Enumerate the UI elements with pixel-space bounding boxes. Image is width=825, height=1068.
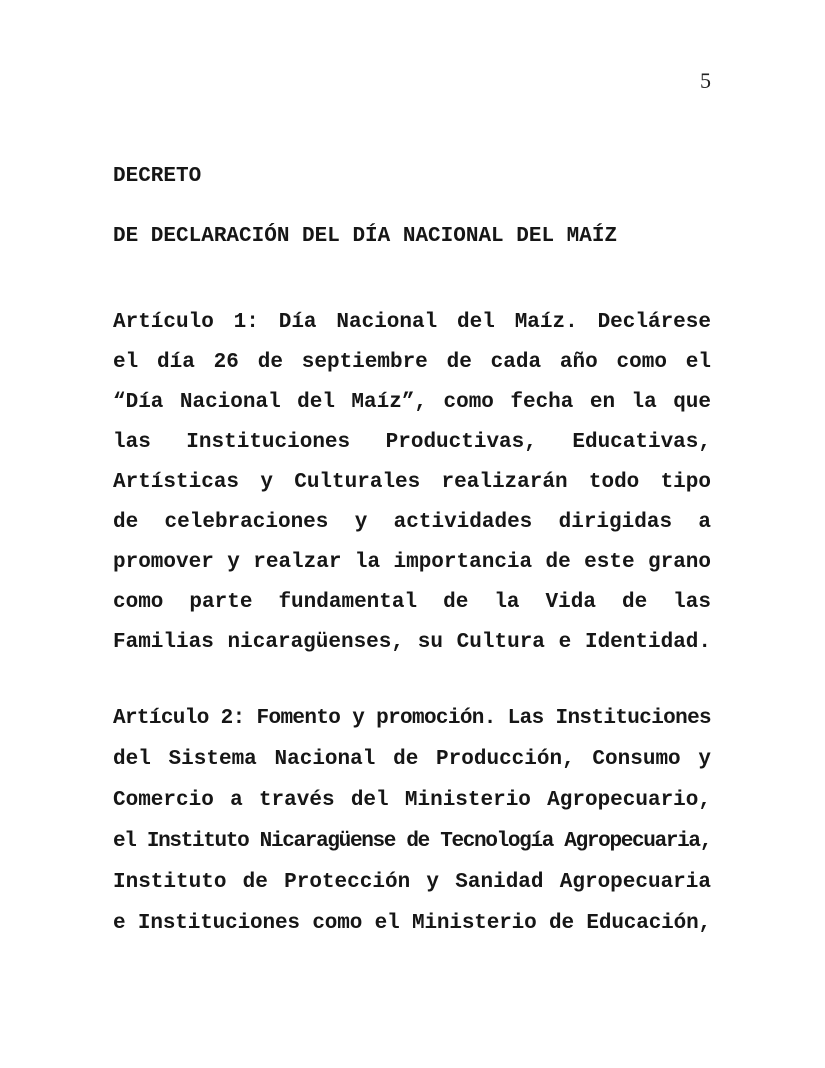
text-line: Artículo 1: Día Nacional del Maíz. Declárese [113, 311, 711, 334]
text-line: el día 26 de septiembre de cada año como el [113, 351, 711, 374]
text-line: el Instituto Nicaragüense de Tecnología Agropecuaria, [113, 830, 711, 853]
text-line: Instituto de Protección y Sanidad Agropecuaria [113, 871, 711, 894]
text-line: e Instituciones como el Ministerio de Educación, [113, 912, 711, 935]
text-line: del Sistema Nacional de Producción, Consumo y [113, 748, 711, 771]
page-number: 5 [700, 68, 711, 93]
document-subtitle: DE DECLARACIÓN DEL DÍA NACIONAL DEL MAÍZ [113, 225, 618, 248]
text-line: Artísticas y Culturales realizarán todo tipo [113, 471, 711, 494]
text-line: de celebraciones y actividades dirigidas a [113, 511, 711, 534]
text-line: Comercio a través del Ministerio Agropecuario, [113, 789, 711, 812]
text-line: como parte fundamental de la Vida de las [113, 591, 711, 614]
document-title: DECRETO [113, 165, 202, 188]
article-1-paragraph [113, 303, 711, 663]
text-line: Familias nicaragüenses, su Cultura e Identidad. [113, 631, 711, 654]
text-line: las Instituciones Productivas, Educativas, [113, 431, 711, 454]
text-line: promover y realzar la importancia de este grano [113, 551, 711, 574]
text-line: “Día Nacional del Maíz”, como fecha en la que [113, 391, 711, 414]
article-2-paragraph [113, 698, 711, 944]
text-line: Artículo 2: Fomento y promoción. Las Instituciones [113, 707, 711, 730]
